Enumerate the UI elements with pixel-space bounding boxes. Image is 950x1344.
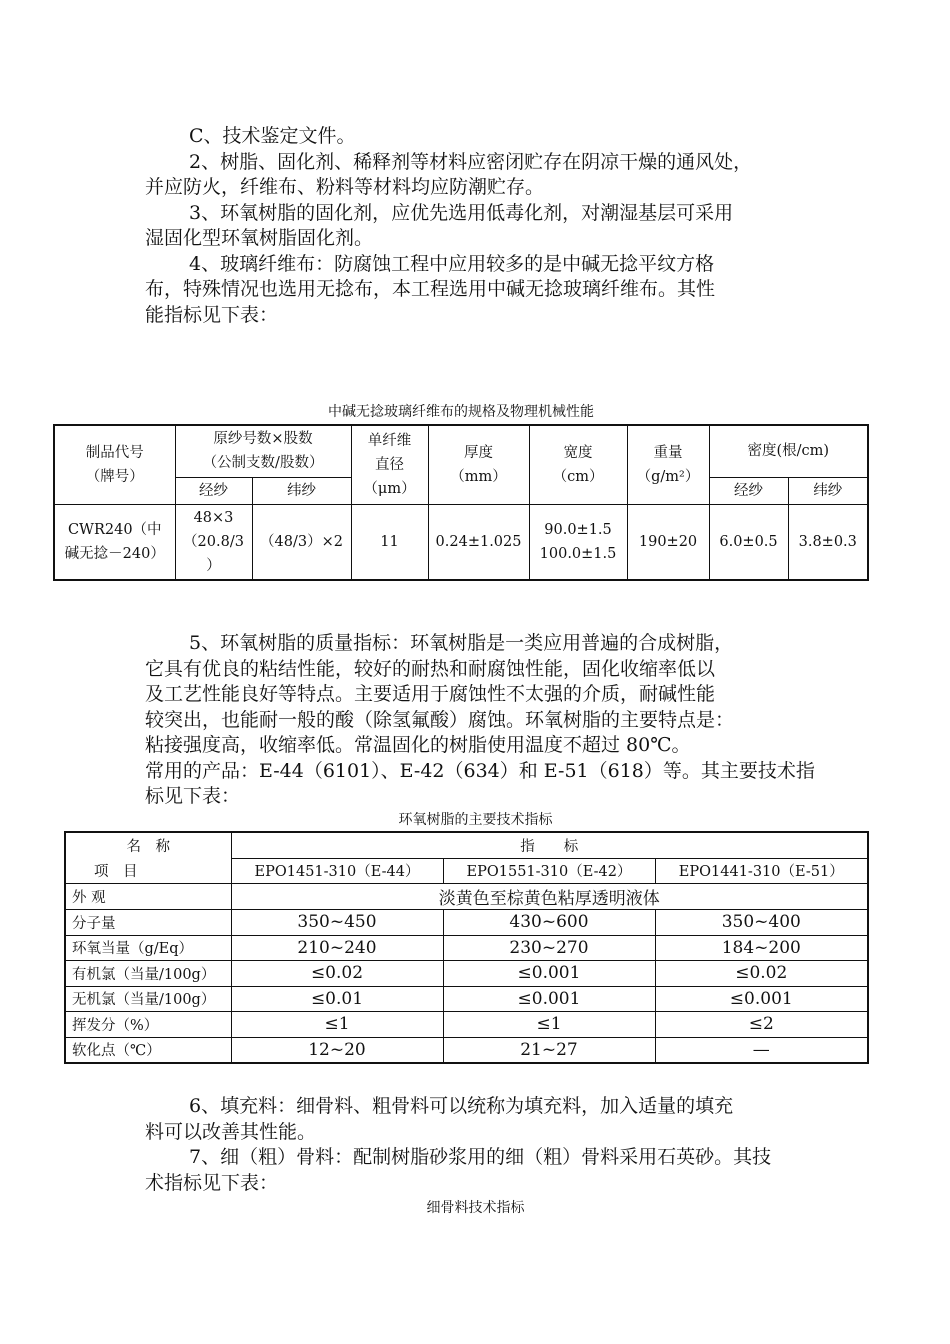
text-line: 7、细（粗）骨料：配制树脂砂浆用的细（粗）骨料采用石英砂。其技: [189, 1146, 772, 1168]
row-label: 挥发分（%）: [65, 1012, 231, 1038]
table-row: [65, 1037, 868, 1063]
glass-fiber-spec-table: [53, 424, 869, 581]
cell-weight: 190±20: [627, 504, 709, 580]
cell-value: ≤2: [655, 1012, 868, 1038]
cell-value: 350~400: [655, 910, 868, 936]
cell-value: 210~240: [231, 935, 443, 961]
row-label: 软化点（℃）: [65, 1037, 231, 1063]
header-yarn-weft: 纬纱: [252, 477, 351, 504]
row-label: 外 观: [65, 884, 231, 910]
header-item: 项 目: [65, 858, 231, 884]
text-line: 较突出，也能耐一般的酸（除氢氟酸）腐蚀。环氧树脂的主要特点是：: [145, 708, 735, 731]
cell-value: ≤1: [443, 1012, 655, 1038]
table-row: [65, 884, 868, 910]
header-text: 直径: [375, 456, 405, 473]
text-line: C、技术鉴定文件。: [189, 125, 356, 147]
cell-value: ≤0.001: [443, 961, 655, 987]
cell-text: 90.0±1.5: [544, 521, 612, 538]
header-text: 宽度: [563, 444, 593, 461]
cell-density-warp: 6.0±0.5: [709, 504, 788, 580]
cell-text: （20.8/3: [183, 533, 244, 550]
header-thickness: [428, 425, 529, 504]
text-line: 5、环氧树脂的质量指标：环氧树脂是一类应用普遍的合成树脂，: [189, 632, 734, 654]
text-line: 能指标见下表：: [145, 303, 279, 326]
cell-product-code: [54, 504, 175, 580]
header-text: 重量: [653, 444, 683, 461]
paragraph-fillers: [145, 1094, 815, 1196]
text-line: 标见下表：: [145, 785, 241, 807]
table-row: [54, 504, 868, 580]
table-row: [65, 961, 868, 987]
header-product-e44: EPO1451-310（E-44）: [231, 858, 443, 884]
row-label: 有机氯（当量/100g）: [65, 961, 231, 987]
text-line: 料可以改善其性能。: [145, 1120, 317, 1143]
cell-value: 12~20: [231, 1037, 443, 1063]
row-label: 环氧当量（g/Eq）: [65, 935, 231, 961]
cell-value: 430~600: [443, 910, 655, 936]
header-text: （μm）: [363, 480, 416, 497]
cell-text: 100.0±1.5: [539, 545, 617, 562]
text-line: 3、环氧树脂的固化剂，应优先选用低毒化剂，对潮湿基层可采用: [189, 201, 734, 224]
text-line: 2、树脂、固化剂、稀释剂等材料应密闭贮存在阴凉干燥的通风处，: [189, 150, 753, 173]
table-row: [65, 986, 868, 1012]
cell-density-weft: 3.8±0.3: [788, 504, 868, 580]
cell-appearance: 淡黄色至棕黄色粘厚透明液体: [231, 884, 868, 910]
table-caption-fine-aggregate: 细骨料技术指标: [426, 1200, 525, 1216]
text-line: 粘接强度高，收缩率低。常温固化的树脂使用温度不超过 80℃。: [145, 734, 691, 756]
header-density-warp: 经纱: [709, 477, 788, 504]
cell-value: 184~200: [655, 935, 868, 961]
table-caption-epoxy: 环氧树脂的主要技术指标: [398, 812, 553, 828]
cell-text: 48×3: [193, 509, 234, 526]
cell-value: ≤0.001: [655, 986, 868, 1012]
header-index: 指 标: [231, 832, 868, 858]
table-row: [65, 935, 868, 961]
header-yarn: [175, 425, 351, 477]
cell-thickness: 0.24±1.025: [428, 504, 529, 580]
header-text: （g/m²）: [636, 468, 700, 485]
text-line: 4、玻璃纤维布：防腐蚀工程中应用较多的是中碱无捻平纹方格: [189, 252, 715, 275]
text-line: 湿固化型环氧树脂固化剂。: [145, 227, 374, 249]
header-fiber-diameter: [351, 425, 428, 504]
epoxy-spec-table: [64, 831, 869, 1064]
cell-value: 230~270: [443, 935, 655, 961]
row-label: 无机氯（当量/100g）: [65, 986, 231, 1012]
cell-text: CWR240（中: [67, 521, 162, 538]
row-label: 分子量: [65, 910, 231, 936]
header-width: [529, 425, 627, 504]
cell-value: —: [655, 1037, 868, 1063]
text-line: 术指标见下表：: [145, 1171, 279, 1194]
header-density: 密度(根/cm): [709, 425, 868, 477]
header-text: （牌号）: [85, 468, 144, 485]
cell-yarn-weft: （48/3）×2: [252, 504, 351, 580]
text-line: 它具有优良的粘结性能，较好的耐热和耐腐蚀性能，固化收缩率低以: [145, 657, 716, 680]
cell-text: 碱无捻－240）: [64, 545, 165, 562]
text-line: 及工艺性能良好等特点。主要适用于腐蚀性不太强的介质，耐碱性能: [145, 683, 716, 705]
cell-value: ≤0.02: [231, 961, 443, 987]
header-text: 原纱号数×股数: [213, 431, 313, 448]
cell-value: ≤0.02: [655, 961, 868, 987]
table-row: [65, 1012, 868, 1038]
header-name: 名 称: [65, 832, 231, 858]
cell-value: ≤0.01: [231, 986, 443, 1012]
text-line: 6、填充料：细骨料、粗骨料可以统称为填充料，加入适量的填充: [189, 1095, 734, 1117]
header-text: （公制支数/股数）: [202, 455, 324, 472]
header-text: （cm）: [552, 468, 604, 485]
cell-value: 350~450: [231, 910, 443, 936]
header-text: 单纤维: [367, 432, 412, 449]
table-row: [65, 910, 868, 936]
paragraph-materials: [145, 124, 815, 328]
cell-fiber-diameter: 11: [351, 504, 428, 580]
header-product-e42: EPO1551-310（E-42）: [443, 858, 655, 884]
cell-yarn-warp: [175, 504, 252, 580]
header-text: 制品代号: [85, 444, 144, 461]
cell-value: ≤1: [231, 1012, 443, 1038]
cell-text: ）: [206, 557, 221, 574]
header-yarn-warp: 经纱: [175, 477, 252, 504]
header-density-weft: 纬纱: [788, 477, 868, 504]
header-text: （mm）: [450, 468, 507, 485]
cell-value: 21~27: [443, 1037, 655, 1063]
header-product-e51: EPO1441-310（E-51）: [655, 858, 868, 884]
text-line: 常用的产品：E-44（6101）、E-42（634）和 E-51（618）等。其主要技术指: [145, 759, 815, 782]
cell-value: ≤0.001: [443, 986, 655, 1012]
header-product-code: [54, 425, 175, 504]
text-line: 布，特殊情况也选用无捻布，本工程选用中碱无捻玻璃纤维布。其性: [145, 278, 716, 300]
header-weight: [627, 425, 709, 504]
table-caption-glass-fiber: 中碱无捻玻璃纤维布的规格及物理机械性能: [328, 404, 594, 420]
paragraph-epoxy: [145, 631, 815, 810]
cell-width: [529, 504, 627, 580]
text-line: 并应防火，纤维布、粉料等材料均应防潮贮存。: [145, 176, 545, 198]
header-text: 厚度: [464, 444, 494, 461]
